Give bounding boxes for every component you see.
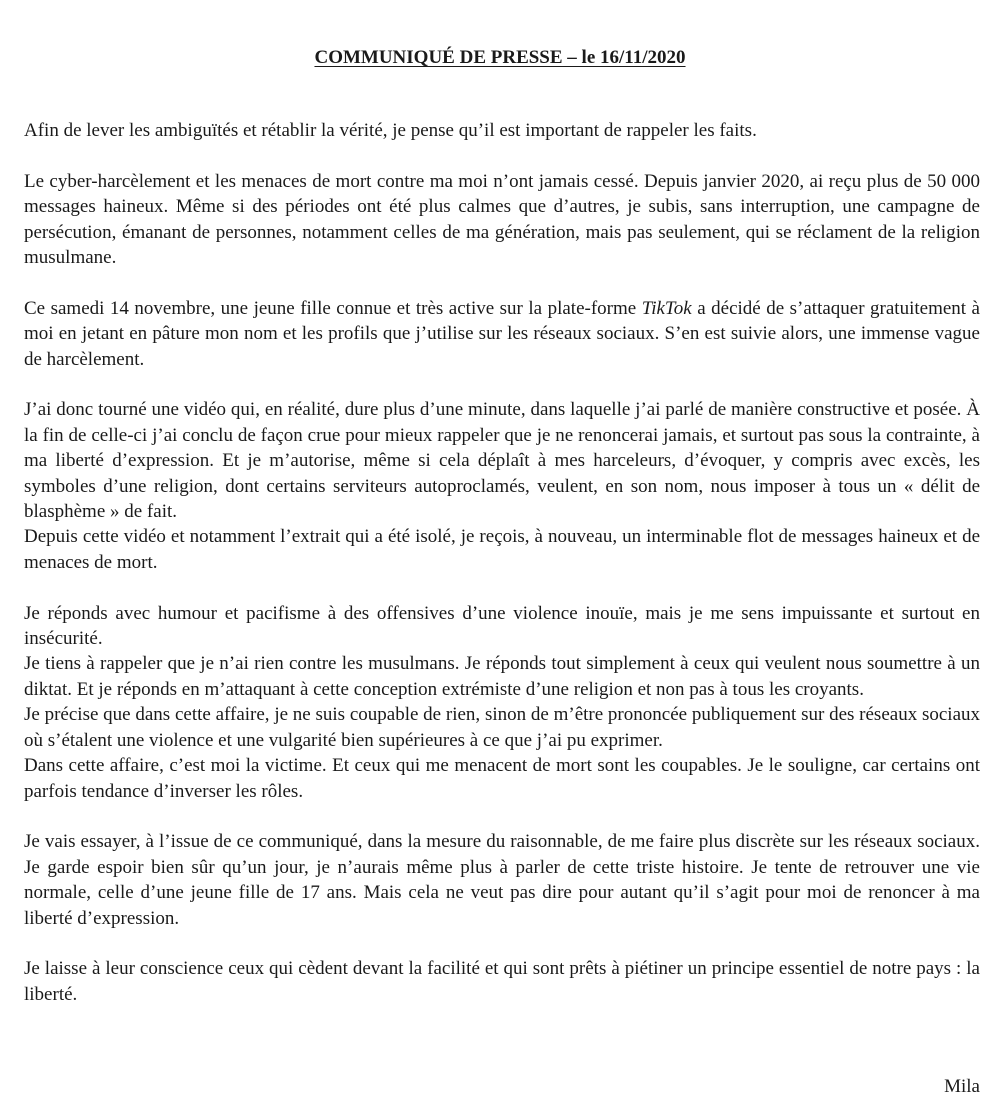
paragraph-conclusion: Je laisse à leur conscience ceux qui cèdent devant la facilité et qui sont prêts à piétiner un principe essentiel de notre pays : la liberté. — [24, 958, 980, 1005]
paragraph-gap — [24, 804, 980, 829]
document-body — [24, 118, 980, 1007]
paragraph-gap — [24, 143, 980, 168]
paragraph-not-guilty: Je précise que dans cette affaire, je ne suis coupable de rien, sinon de m’être prononcée publiquement sur des réseaux sociaux où s’étalent une violence et une vulgarité bien supérieures à ce que j’ai pu exprimer. — [24, 704, 980, 751]
signature: Mila — [944, 1076, 980, 1097]
paragraph-harassment: Le cyber-harcèlement et les menaces de mort contre ma moi n’ont jamais cessé. Depuis janvier 2020, ai reçu plus de 50 000 messages haineux. Même si des périodes ont été plus calmes que d’autres, je subis, sans interruption, une campagne de persécution, émanant de personnes, notamment celles de ma génération, mais pas seulement, qui se réclament de la religion musulmane. — [24, 170, 980, 269]
paragraph-discretion: Je vais essayer, à l’issue de ce communiqué, dans la mesure du raisonnable, de me faire plus discrète sur les réseaux sociaux. Je garde espoir bien sûr qu’un jour, je n’aurais même plus à parler de cette triste histoire. Je tente de retrouver une vie normale, celle d’une jeune fille de 17 ans. Mais cela ne veut pas dire pour autant qu’il s’agit pour moi de renoncer à ma liberté d’expression. — [24, 831, 980, 929]
document-title: COMMUNIQUÉ DE PRESSE – le 16/11/2020 — [314, 47, 686, 68]
paragraph-victim: Dans cette affaire, c’est moi la victime. Et ceux qui me menacent de mort sont les coupables. Je le souligne, car certains ont parfois tendance d’inverser les rôles. — [24, 755, 980, 802]
paragraph-tiktok-after: a décidé de s’attaquer gratuitement à moi en jetant en pâture mon nom et les profils que j’utilise sur les réseaux sociaux. S’en est suivie alors, une immense vague de harcèlement. — [24, 297, 980, 370]
paragraph-intro: Afin de lever les ambiguïtés et rétablir la vérité, je pense qu’il est important de rappeler les faits. — [24, 120, 757, 141]
paragraph-gap — [24, 270, 980, 295]
paragraph-humour: Je réponds avec humour et pacifisme à des offensives d’une violence inouïe, mais je me sens impuissante et surtout en insécurité. — [24, 602, 980, 650]
paragraph-since-video: Depuis cette vidéo et notamment l’extrait qui a été isolé, je reçois, à nouveau, un interminable flot de messages haineux et de menaces de mort. — [24, 526, 980, 573]
paragraph-muslims: Je tiens à rappeler que je n’ai rien contre les musulmans. Je réponds tout simplement à ceux qui veulent nous soumettre à un diktat. Et je réponds en m’attaquant à cette conception extrémiste d’une religion et non pas à tous les croyants. — [24, 653, 980, 700]
tiktok-platform-name: TikTok — [641, 297, 692, 319]
paragraph-gap — [24, 372, 980, 397]
paragraph-video: J’ai donc tourné une vidéo qui, en réalité, dure plus d’une minute, dans laquelle j’ai parlé de manière constructive et posée. À la fin de celle-ci j’ai conclu de façon crue pour mieux rappeler que je ne renoncerai jamais, et surtout pas sous la contrainte, à ma liberté d’expression. Et je m’autorise, même si cela déplaît à mes harceleurs, d’évoquer, y compris avec excès, les symboles d’une religion, dont certains serviteurs autoproclamés, veulent, en son nom, nous imposer à tous un « délit de blasphème » de fait. — [24, 399, 980, 523]
paragraph-tiktok-before: Ce samedi 14 novembre, une jeune fille connue et très active sur la plate-forme — [24, 297, 642, 319]
paragraph-gap — [24, 575, 980, 600]
paragraph-tiktok — [24, 296, 980, 372]
paragraph-gap — [24, 931, 980, 956]
